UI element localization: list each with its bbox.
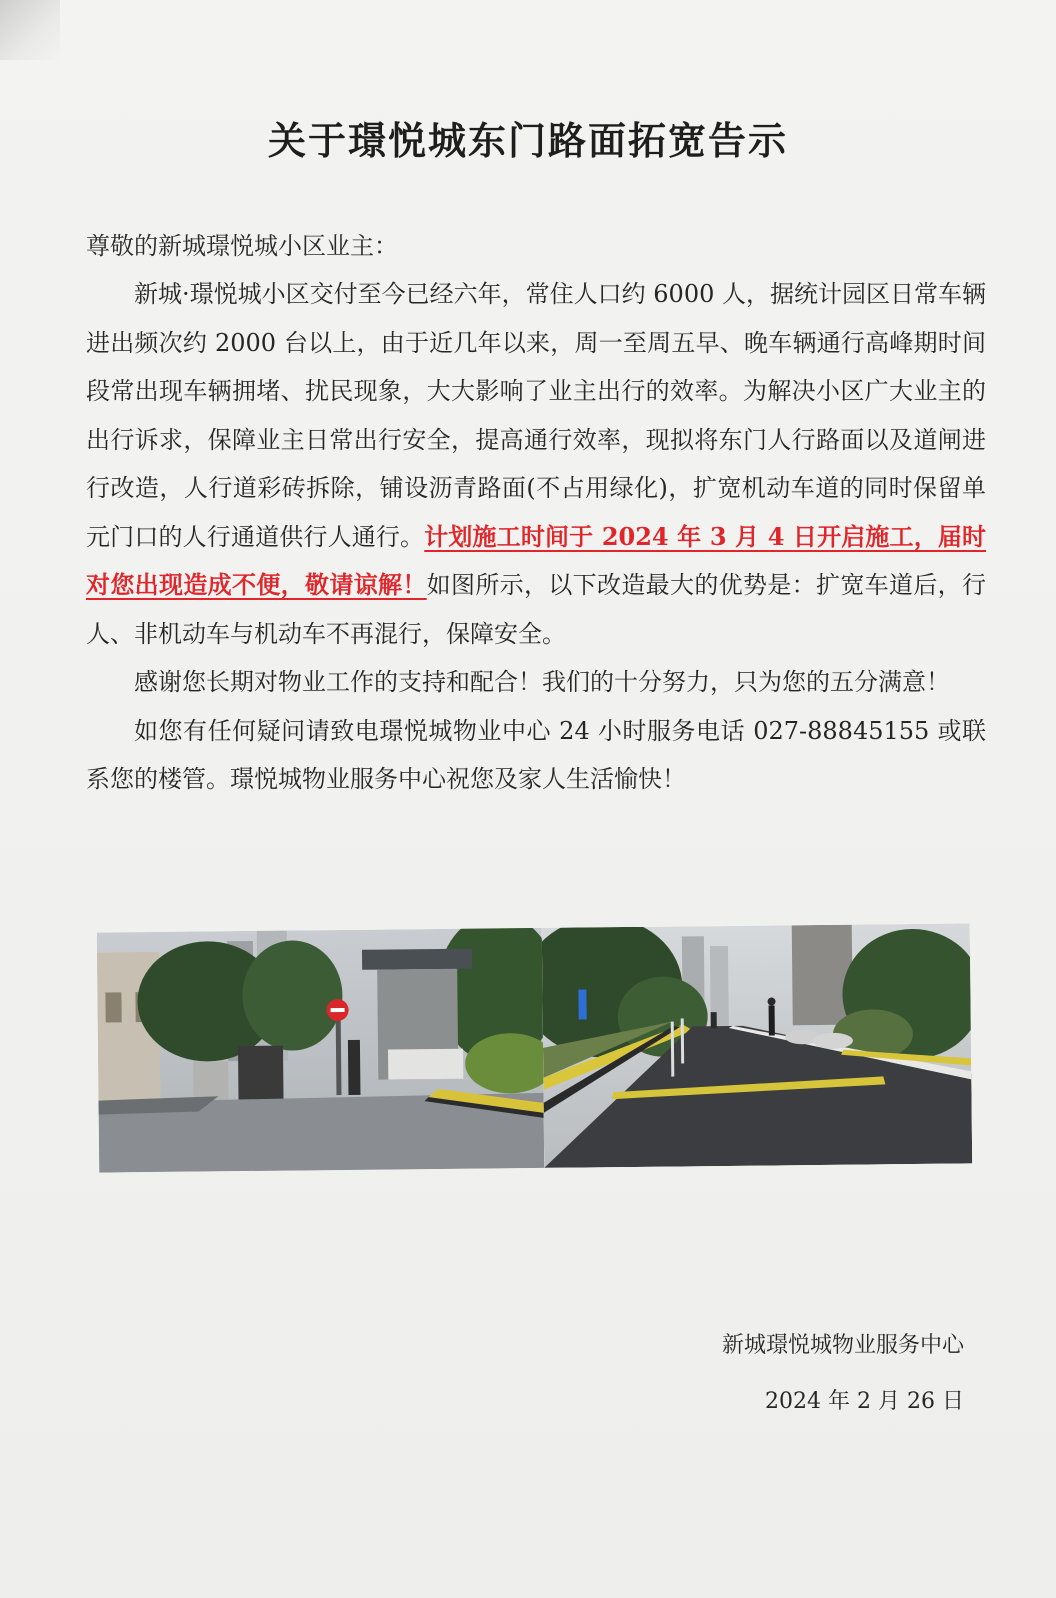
salutation: 尊敬的新城璟悦城小区业主：	[86, 232, 398, 260]
notice-title: 关于璟悦城东门路面拓宽告示	[267, 118, 788, 163]
photo-strip	[97, 923, 972, 1172]
paragraph-thanks: 感谢您长期对物业工作的支持和配合！我们的十分努力，只为您的五分满意！	[134, 668, 950, 696]
notice-body	[86, 270, 986, 804]
paragraph-contact: 如您有任何疑问请致电璟悦城物业中心 24 小时服务电话 027-88845155 或联系您的楼管。璟悦城物业服务中心祝您及家人生活愉快！	[86, 716, 986, 793]
signature-organization: 新城璟悦城物业服务中心	[721, 1333, 964, 1358]
widened-road-after-photo	[542, 923, 972, 1167]
before-photo-illustration	[97, 928, 544, 1173]
paper-fold-corner	[0, 0, 60, 60]
paragraph-main-text: 新城·璟悦城小区交付至今已经六年，常住人口约 6000 人，据统计园区日常车辆进出频次约 2000 台以上，由于近几年以来，周一至周五早、晚车辆通行高峰期时间段常出现车辆拥堵、扰民现象，大大影响了业主出行的效率。为解决小区广大业主的出行诉求，保障业主日常出行安全，提高通行效率，现拟将东门人行路面以及道闸进行改造，人行道彩砖拆除，铺设沥青路面(不占用绿化)，扩宽机动车道的同时保留单元门口的人行通道供行人通行。	[86, 280, 986, 551]
east-gate-before-photo	[97, 928, 544, 1173]
after-photo-illustration	[542, 923, 972, 1167]
signature-date: 2024 年 2 月 26 日	[765, 1389, 964, 1414]
paragraph-main-tail: 如图所示，以下改造最大的优势是：扩宽车道后，行人、非机动车与机动车不再混行，保障安全。	[86, 571, 987, 648]
construction-date-highlight: 计划施工时间于 2024 年 3 月 4 日开启施工，届时对您出现造成不便，敬请谅解！	[86, 521, 987, 599]
paragraph-main	[86, 270, 986, 658]
signature-block	[722, 1318, 964, 1430]
